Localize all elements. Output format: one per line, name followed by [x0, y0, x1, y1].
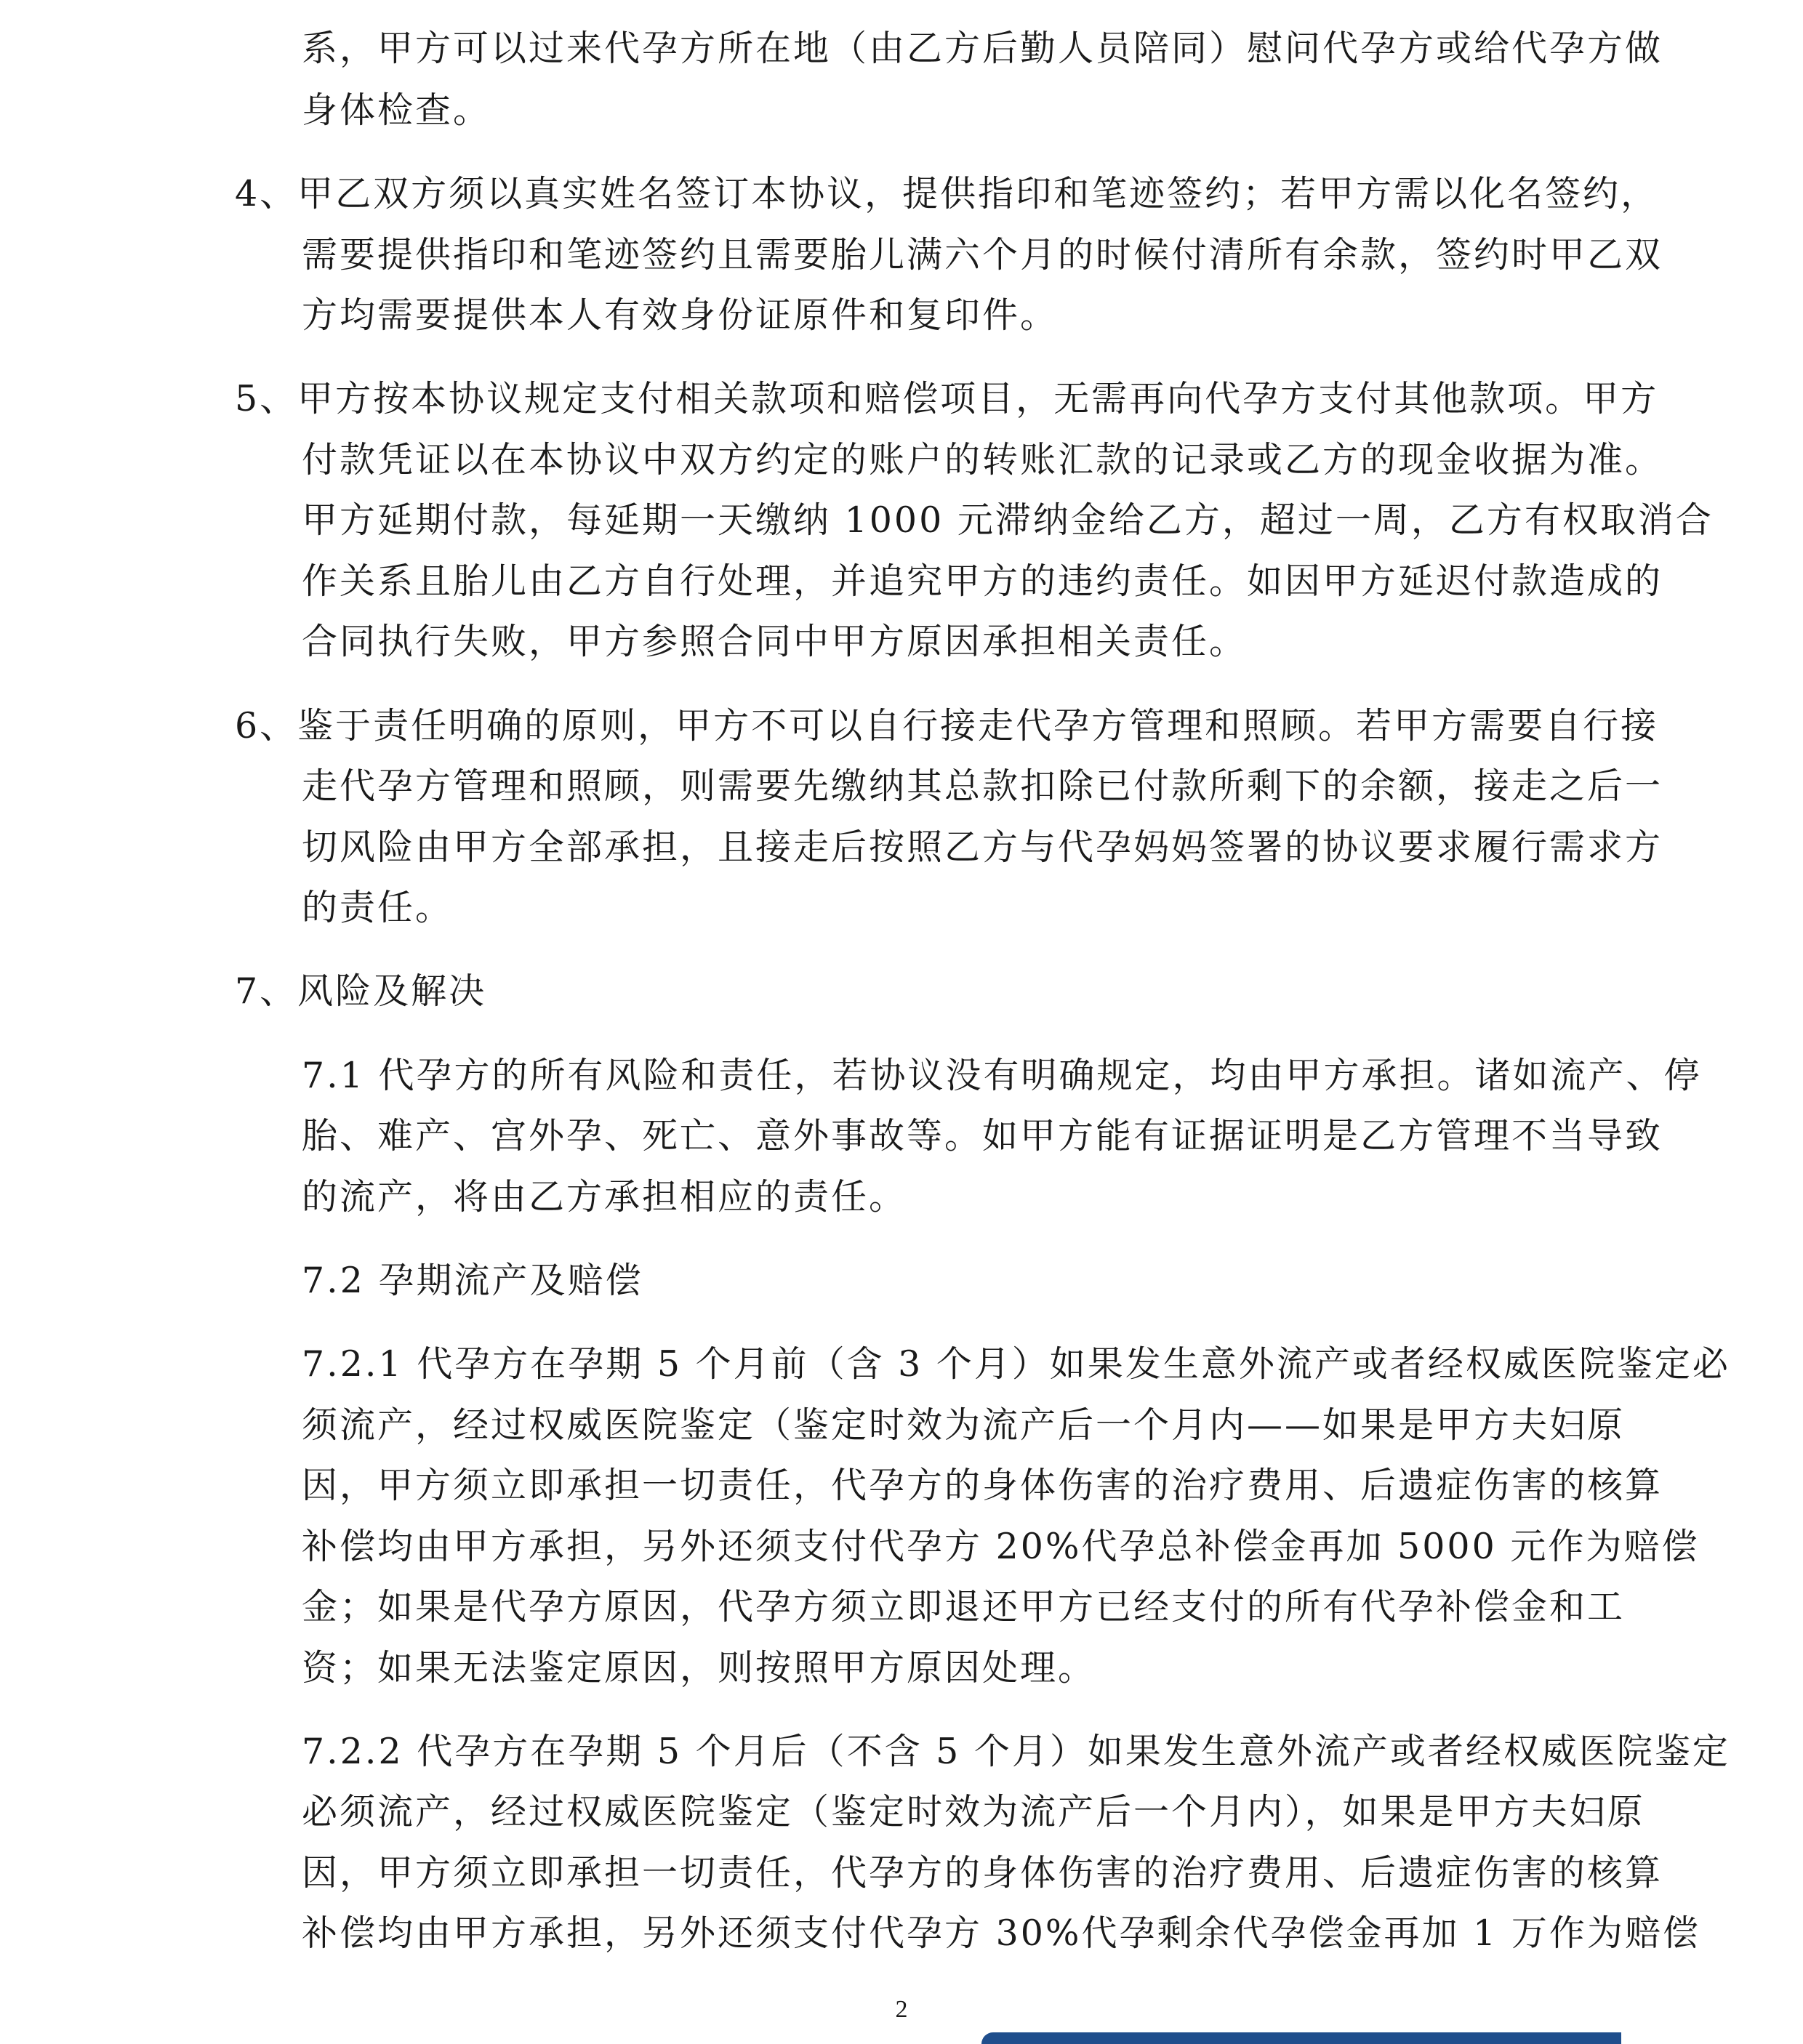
text-line: 7.1 代孕方的所有风险和责任，若协议没有明确规定，均由甲方承担。诸如流产、停	[302, 1055, 1702, 1096]
text-line: 的责任。	[302, 887, 454, 928]
text-line: 补偿均由甲方承担，另外还须支付代孕方 20%代孕总补偿金再加 5000 元作为赔偿	[302, 1526, 1700, 1567]
text-line: 作关系且胎儿由乙方自行处理，并追究甲方的违约责任。如因甲方延迟付款造成的	[302, 560, 1663, 602]
text-line: 合同执行失败，甲方参照合同中甲方原因承担相关责任。	[302, 621, 1248, 662]
text-line: 因，甲方须立即承担一切责任，代孕方的身体伤害的治疗费用、后遗症伤害的核算	[302, 1852, 1663, 1894]
text-line: 须流产，经过权威医院鉴定（鉴定时效为流产后一个月内——如果是甲方夫妇原	[302, 1404, 1626, 1446]
text-line: 因，甲方须立即承担一切责任，代孕方的身体伤害的治疗费用、后遗症伤害的核算	[302, 1465, 1663, 1506]
text-line: 的流产，将由乙方承担相应的责任。	[302, 1176, 907, 1218]
text-line: 必须流产，经过权威医院鉴定（鉴定时效为流产后一个月内），如果是甲方夫妇原	[302, 1791, 1645, 1832]
text-line: 需要提供指印和笔迹签约且需要胎儿满六个月的时候付清所有余款，签约时甲乙双	[302, 234, 1663, 275]
text-line: 切风险由甲方全部承担，且接走后按照乙方与代孕妈妈签署的协议要求履行需求方	[302, 826, 1663, 868]
text-line: 系，甲方可以过来代孕方所在地（由乙方后勤人员陪同）慰问代孕方或给代孕方做	[302, 28, 1663, 69]
text-line: 补偿均由甲方承担，另外还须支付代孕方 30%代孕剩余代孕偿金再加 1 万作为赔偿	[302, 1912, 1700, 1954]
page-number: 2	[895, 1996, 908, 2023]
text-line: 付款凭证以在本协议中双方约定的账户的转账汇款的记录或乙方的现金收据为准。	[302, 439, 1663, 480]
footer-decoration	[981, 2032, 1621, 2044]
text-line: 7.2.1 代孕方在孕期 5 个月前（含 3 个月）如果发生意外流产或者经权威医院鉴定必	[302, 1343, 1730, 1385]
text-line: 甲方延期付款，每延期一天缴纳 1000 元滞纳金给乙方，超过一周，乙方有权取消合	[302, 499, 1714, 541]
text-line: 7、风险及解决	[235, 970, 487, 1012]
text-line: 胎、难产、宫外孕、死亡、意外事故等。如甲方能有证据证明是乙方管理不当导致	[302, 1115, 1663, 1156]
text-line: 7.2 孕期流产及赔偿	[302, 1260, 643, 1301]
text-line: 走代孕方管理和照顾，则需要先缴纳其总款扣除已付款所剩下的余额，接走之后一	[302, 765, 1663, 807]
text-line: 4、甲乙双方须以真实姓名签订本协议，提供指印和笔迹签约；若甲方需以化名签约，	[235, 173, 1659, 214]
text-line: 5、甲方按本协议规定支付相关款项和赔偿项目，无需再向代孕方支付其他款项。甲方	[235, 378, 1659, 419]
text-line: 方均需要提供本人有效身份证原件和复印件。	[302, 294, 1059, 336]
text-line: 7.2.2 代孕方在孕期 5 个月后（不含 5 个月）如果发生意外流产或者经权威医院鉴定	[302, 1731, 1730, 1772]
text-line: 6、鉴于责任明确的原则，甲方不可以自行接走代孕方管理和照顾。若甲方需要自行接	[235, 705, 1659, 747]
text-line: 资；如果无法鉴定原因，则按照甲方原因处理。	[302, 1647, 1096, 1689]
text-line: 身体检查。	[302, 89, 491, 131]
text-line: 金；如果是代孕方原因，代孕方须立即退还甲方已经支付的所有代孕补偿金和工	[302, 1586, 1626, 1627]
